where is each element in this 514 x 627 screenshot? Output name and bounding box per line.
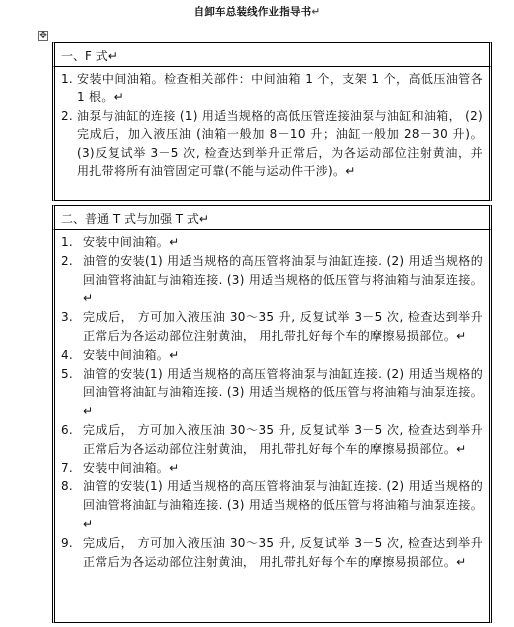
list-item-text: 油泵与油缸的连接 (1) 用适当规格的高低压管连接油泵与油缸和油箱， (2)完成后，加入液压油 (油箱一般加 8－10 升；油缸一般加 28－30 升)。 (3)反复试举 3－5 次, 检查达到举升正常后，为各运动部位注射黄油，并用扎带将所有油管固定可靠(不能与运动件干涉)。↵ xyxy=(77,108,483,179)
list-item xyxy=(61,107,483,181)
list-item xyxy=(61,534,483,572)
list-item-number: 8. xyxy=(61,479,74,494)
list-item xyxy=(61,308,483,346)
list-item xyxy=(61,233,483,252)
list-item-number: 7. xyxy=(61,460,74,475)
section-t-type-heading: 二、普通 T 式与加强 T 式↵ xyxy=(52,205,492,230)
list-item-number: 1. xyxy=(61,72,74,86)
section-f-type-heading: 一、F 式↵ xyxy=(52,42,492,67)
list-item xyxy=(61,70,483,107)
section-t-type-table xyxy=(52,205,492,623)
list-item-number: 1. xyxy=(61,235,74,249)
list-item-text: 油管的安装(1) 用适当规格的高压管将油泵与油缸连接. (2) 用适当规格的回油管将油缸与油箱连接. (3) 用适当规格的低压管与将油箱与油泵连接。↵ xyxy=(83,253,483,306)
list-item xyxy=(61,252,483,308)
list-item-number: 4. xyxy=(61,347,74,362)
list-item-text: 油管的安装(1) 用适当规格的高压管将油泵与油缸连接. (2) 用适当规格的回油管将油缸与油箱连接. (3) 用适当规格的低压管与将油箱与油泵连接。↵ xyxy=(83,479,483,531)
list-item-text: 安装中间油箱。↵ xyxy=(83,347,180,362)
list-item-text: 完成后， 方可加入液压油 30～35 升, 反复试举 3－5 次, 检查达到举升正常后为各运动部位注射黄油， 用扎带扎好每个车的摩擦易损部位。↵ xyxy=(83,310,483,343)
list-item xyxy=(61,459,483,478)
list-item xyxy=(61,421,483,459)
list-item-number: 5. xyxy=(61,366,74,381)
list-item-text: 完成后， 方可加入液压油 30～35 升, 反复试举 3－5 次, 检查达到举升正常后为各运动部位注射黄油， 用扎带扎好每个车的摩擦易损部位。↵ xyxy=(83,422,483,456)
list-item-number: 6. xyxy=(61,422,74,437)
section-f-type-body xyxy=(52,67,492,201)
list-item-number: 2. xyxy=(61,108,74,123)
list-item xyxy=(61,477,483,533)
list-item-number: 3. xyxy=(61,310,74,325)
document-title-text: 自卸车总装线作业指导书 xyxy=(193,6,312,18)
table-move-handle-icon[interactable]: ✥ xyxy=(39,31,47,41)
list-item-number: 9. xyxy=(61,535,74,550)
list-item-text: 安装中间油箱。↵ xyxy=(83,235,180,249)
list-item-text: 安装中间油箱。检查相关部件：中间油箱 1 个，支架 1 个，高低压油管各 1 根。↵ xyxy=(77,72,483,105)
list-item-text: 完成后， 方可加入液压油 30～35 升, 反复试举 3－5 次, 检查达到举升正常后为各运动部位注射黄油， 用扎带扎好每个车的摩擦易损部位。↵ xyxy=(83,535,483,569)
list-item xyxy=(61,346,483,365)
list-item-text: 安装中间油箱。↵ xyxy=(83,460,180,475)
list-item-text: 油管的安装(1) 用适当规格的高压管将油泵与油缸连接. (2) 用适当规格的回油管将油缸与油箱连接. (3) 用适当规格的低压管与将油箱与油泵连接。↵ xyxy=(83,366,483,419)
list-item-number: 2. xyxy=(61,253,74,268)
section-f-type-table xyxy=(52,42,492,201)
section-t-type-body xyxy=(52,230,492,623)
paragraph-mark: ↵ xyxy=(311,6,321,18)
list-item xyxy=(61,365,483,421)
document-title xyxy=(0,4,514,19)
